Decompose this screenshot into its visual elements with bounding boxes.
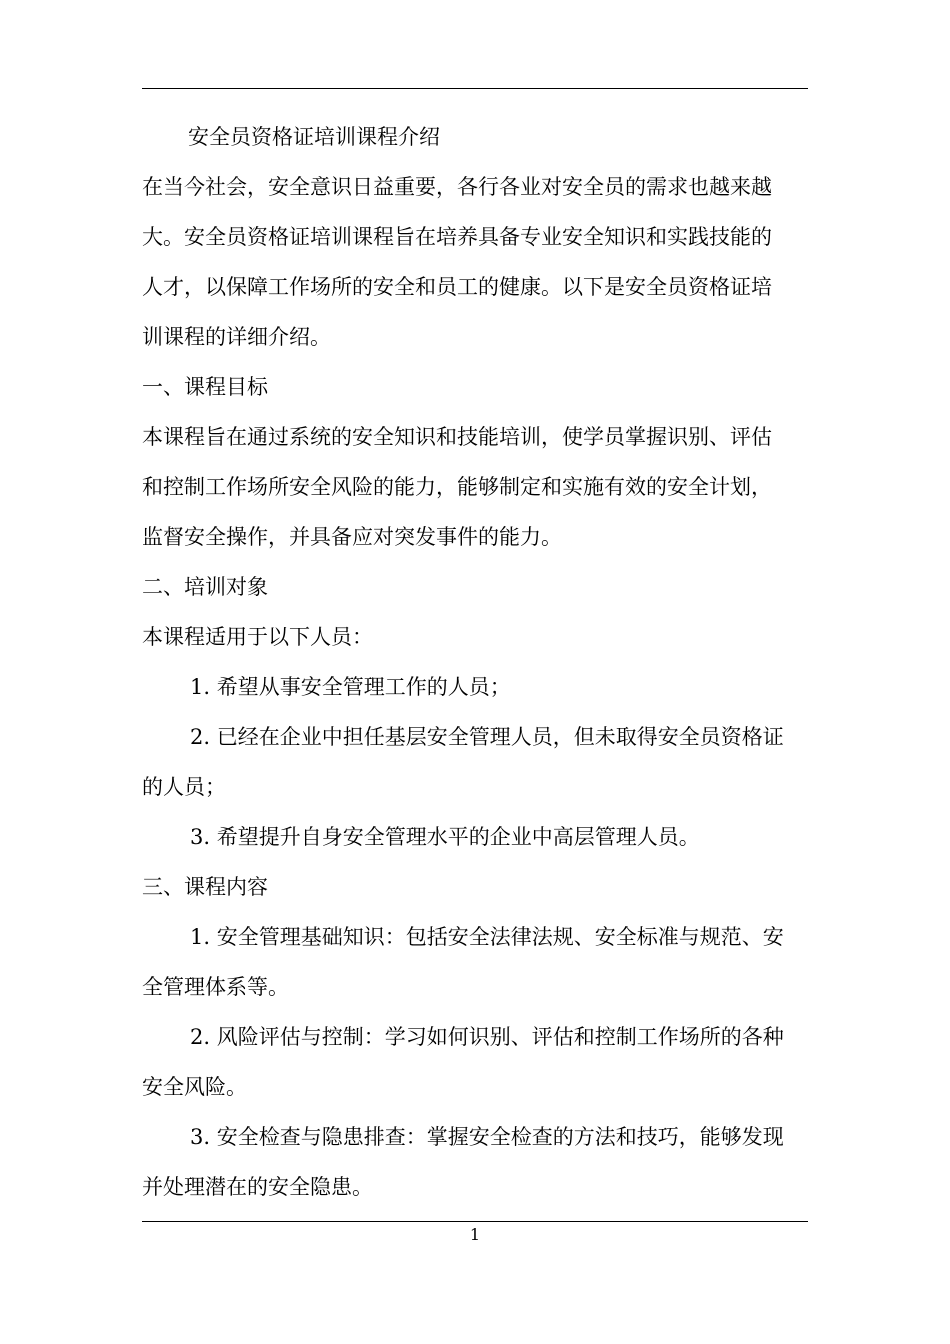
text-line: 本课程旨在通过系统的安全知识和技能培训，使学员掌握识别、评估: [142, 425, 772, 449]
text-line: 在当今社会，安全意识日益重要，各行各业对安全员的需求也越来越: [142, 175, 772, 199]
section-heading-audience: 二、培训对象: [142, 575, 268, 599]
text-line: 1. 安全管理基础知识：包括安全法律法规、安全标准与规范、安: [190, 925, 784, 949]
list-item: [142, 712, 808, 812]
list-item: [142, 1112, 808, 1212]
header-rule: [142, 88, 808, 89]
list-item: [142, 1012, 808, 1112]
list-item: 1. 希望从事安全管理工作的人员；: [190, 675, 511, 699]
text-line: 的人员；: [142, 775, 226, 799]
list-item: 3. 希望提升自身安全管理水平的企业中高层管理人员。: [190, 825, 700, 849]
text-line: 和控制工作场所安全风险的能力，能够制定和实施有效的安全计划，: [142, 475, 772, 499]
text-line: 人才，以保障工作场所的安全和员工的健康。以下是安全员资格证培: [142, 275, 772, 299]
text-line: 2. 风险评估与控制：学习如何识别、评估和控制工作场所的各种: [190, 1025, 784, 1049]
text-line: 3. 安全检查与隐患排查：掌握安全检查的方法和技巧，能够发现: [190, 1125, 784, 1149]
section-heading-content: 三、课程内容: [142, 875, 268, 899]
text-line: 训课程的详细介绍。: [142, 325, 331, 349]
text-line: 安全风险。: [142, 1075, 247, 1099]
document-title: 安全员资格证培训课程介绍: [188, 125, 440, 149]
text-line: 全管理体系等。: [142, 975, 289, 999]
intro-paragraph: [142, 162, 808, 362]
page-number: 1: [469, 1225, 481, 1244]
document-body: [142, 112, 808, 1212]
text-line: 并处理潜在的安全隐患。: [142, 1175, 373, 1199]
section-heading-goals: 一、课程目标: [142, 375, 268, 399]
audience-lead: 本课程适用于以下人员：: [142, 625, 373, 649]
text-line: 大。安全员资格证培训课程旨在培养具备专业安全知识和实践技能的: [142, 225, 772, 249]
text-line: 监督安全操作，并具备应对突发事件的能力。: [142, 525, 562, 549]
goals-paragraph: [142, 412, 808, 562]
footer-rule: [142, 1221, 808, 1222]
text-line: 2. 已经在企业中担任基层安全管理人员，但未取得安全员资格证: [190, 725, 784, 749]
list-item: [142, 912, 808, 1012]
